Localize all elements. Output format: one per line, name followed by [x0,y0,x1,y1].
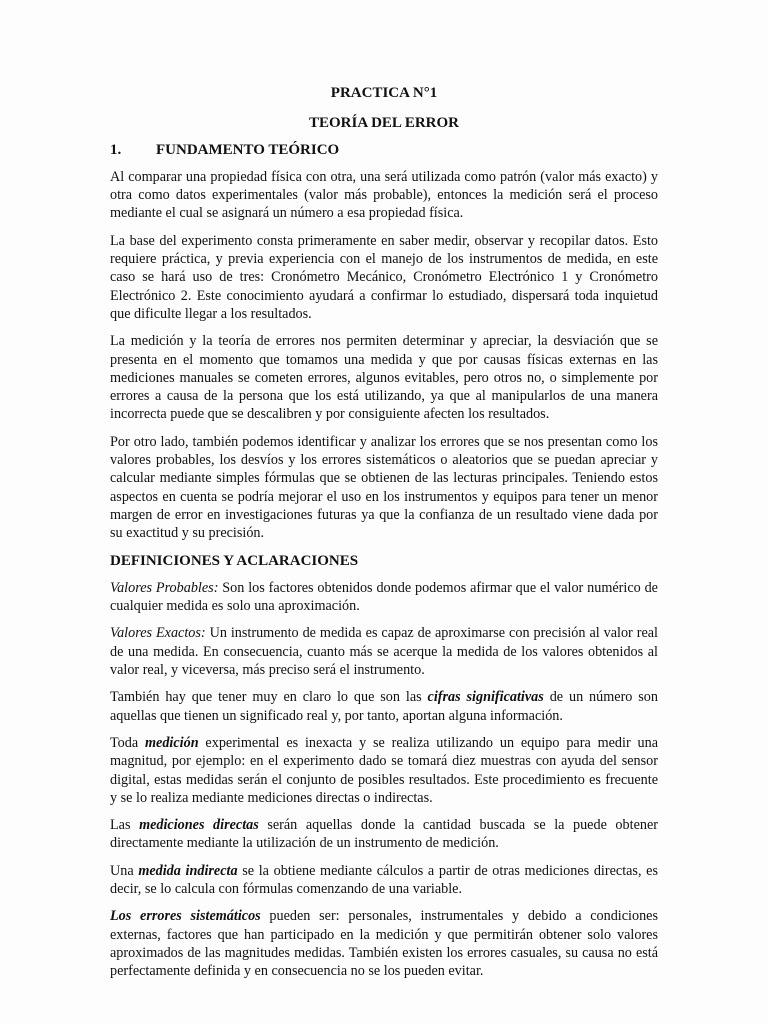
section-title: FUNDAMENTO TEÓRICO [156,141,340,158]
text-run: Una [110,862,139,879]
text-run: Las [110,817,140,834]
paragraph-cifras-significativas [110,688,658,725]
key-term: Los errores sistemáticos [110,908,261,925]
key-term: cifras significativas [427,689,544,706]
definition-label: Valores Exactos: [110,625,206,642]
section-number: 1. [110,141,122,158]
paragraph-errores-sistematicos [110,907,658,980]
definitions-heading: DEFINICIONES Y ACLARACIONES [110,552,359,569]
document-title: PRACTICA N°1 [330,85,438,101]
paragraph-medida-indirecta [110,862,658,899]
definition-valores-probables [110,579,658,616]
text-run: pueden ser: personales, instrumentales y debido a condiciones externas, factores que han participado en la medición y que permitirán obtener solo valores aproximados de las magnitudes medidas. También existen los errores casuales, su causa no está perfectamente definida y en consecuencia no se los pueden evitar. [110,908,658,980]
text-run: También hay que tener muy en claro lo que son las [110,689,428,706]
paragraph-3: La medición y la teoría de errores nos permiten determinar y apreciar, la desviación que se presenta en el momento que tomamos una medida y que por causas físicas externas en las mediciones manuales se cometen errores, algunos evitables, pero otros no, o simplemente por errores a causa de la persona que los está utilizando, ya que al manipularlos de una manera incorrecta puede que se descalibren y por consiguiente afecten los resultados. [110,333,658,423]
paragraph-medicion [110,734,658,807]
paragraph-mediciones-directas [110,816,658,853]
key-term: medida indirecta [138,862,238,879]
definition-text: Un instrumento de medida es capaz de aproximarse con precisión al valor real de una medida. En consecuencia, cuanto más se acerque la medida de los valores obtenidos al valor real, y viceversa, más preciso será el instrumento. [110,625,658,679]
paragraph-4: Por otro lado, también podemos identificar y analizar los errores que se nos presentan como los valores probables, los desvíos y los errores sistemáticos o aleatorios que se puedan apreciar y calcular mediante simples fórmulas que se obtienen de las lecturas principales. Teniendo estos aspectos en cuenta se podría mejorar el uso en los instrumentos y equipos para tener un menor margen de error en investigaciones futuras ya que la confianza de un resultado viene dada por su exactitud y su precisión. [110,433,658,542]
document-body [110,84,658,989]
definition-label: Valores Probables: [110,579,219,596]
text-run: experimental es inexacta y se realiza utilizando un equipo para medir una magnitud, por ejemplo: en el experimento dado se tomará diez muestras con ayuda del sensor digital, estas medidas serán el conjunto de posibles resultados. Este procedimiento es frecuente y se lo realiza mediante mediciones directas o indirectas. [110,734,658,806]
key-term: mediciones directas [139,817,259,834]
key-term: medición [145,734,199,751]
document-subtitle: TEORÍA DEL ERROR [308,115,460,132]
definition-valores-exactos [110,624,658,679]
text-run: serán aquellas donde la cantidad buscada se la puede obtener directamente mediante la utilización de un instrumento de medición. [110,817,658,852]
section-heading [110,141,658,159]
definition-text: Son los factores obtenidos donde podemos afirmar que el valor numérico de cualquier medida es solo una aproximación. [110,579,658,615]
text-run: Toda [110,734,145,751]
text-run: se la obtiene mediante cálculos a partir de otras mediciones directas, es decir, se lo calcula con fórmulas comenzando de una variable. [110,862,658,897]
paragraph-1: Al comparar una propiedad física con otra, una será utilizada como patrón (valor más exacto) y otra como datos experimentales (valor más probable), entonces la medición será el proceso mediante el cual se asignará un número a esa propiedad física. [110,168,658,222]
paragraph-2: La base del experimento consta primeramente en saber medir, observar y recopilar datos. Esto requiere práctica, y previa experiencia con el manejo de los instrumentos de medida, en este caso se hará uso de tres: Cronómetro Mecánico, Cronómetro Electrónico 1 y Cronómetro Electrónico 2. Este conocimiento ayudará a confirmar lo estudiado, dispersará toda inquietud que dificulte llegar a los resultados. [110,232,658,322]
text-run: de un número son aquellas que tienen un significado real y, por tanto, aportan alguna información. [110,689,658,724]
